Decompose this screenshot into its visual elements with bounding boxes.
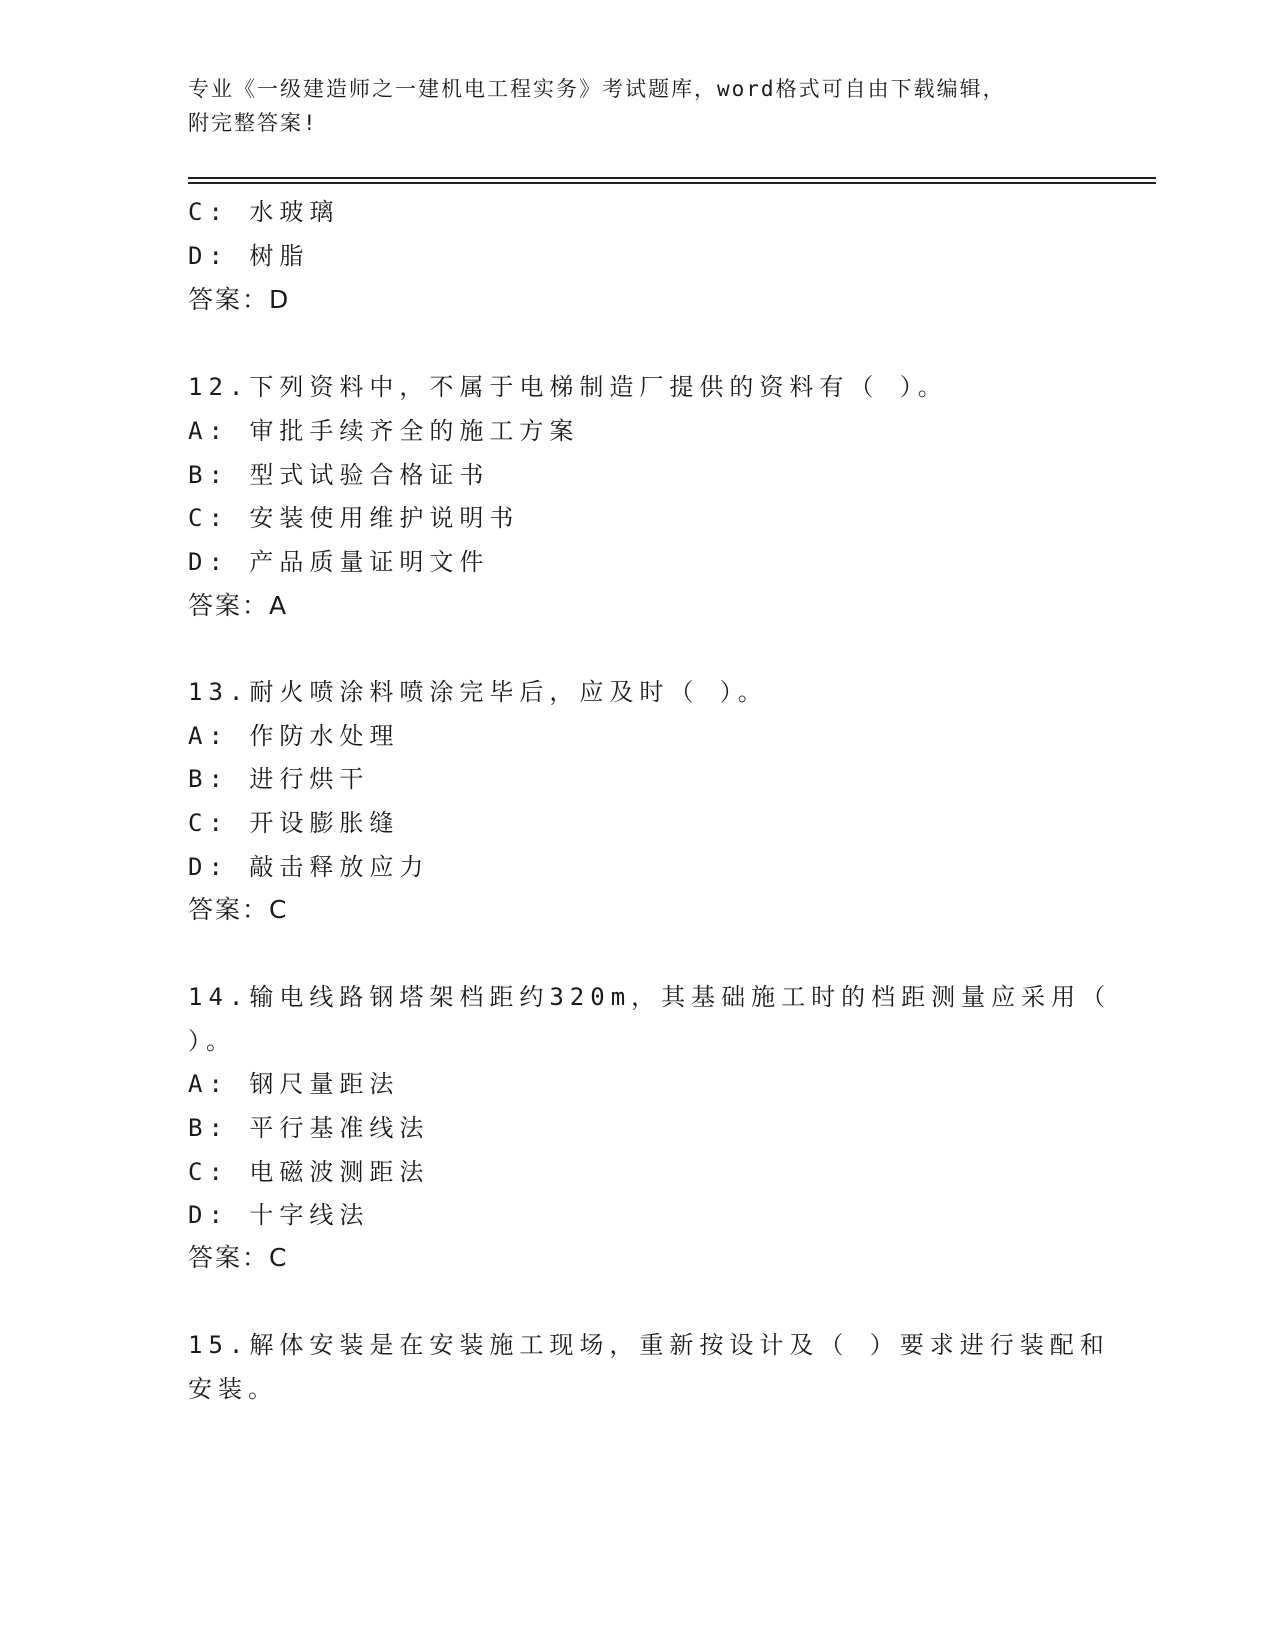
q13-option-c: C: 开设膨胀缝 bbox=[188, 809, 400, 837]
q13-option-a: A: 作防水处理 bbox=[188, 722, 400, 750]
q12-option-a: A: 审批手续齐全的施工方案 bbox=[188, 417, 580, 445]
q14-answer: 答案：C bbox=[188, 1243, 289, 1272]
header-divider-bottom bbox=[188, 182, 1156, 184]
q11-option-d: D: 树脂 bbox=[188, 242, 310, 270]
q15-question-line-1: 15.解体安装是在安装施工现场，重新按设计及（ ）要求进行装配和 bbox=[188, 1331, 1110, 1359]
q13-option-d: D: 敲击释放应力 bbox=[188, 853, 430, 881]
q14-option-c: C: 电磁波测距法 bbox=[188, 1158, 430, 1186]
q13-answer: 答案：C bbox=[188, 895, 289, 924]
q12-option-b: B: 型式试验合格证书 bbox=[188, 461, 490, 489]
document-header bbox=[188, 72, 1088, 140]
q11-option-c: C: 水玻璃 bbox=[188, 198, 340, 226]
q11-answer: 答案：D bbox=[188, 285, 291, 314]
q13-option-b: B: 进行烘干 bbox=[188, 765, 370, 793]
q14-option-b: B: 平行基准线法 bbox=[188, 1114, 430, 1142]
q14-question-line-1: 14.输电线路钢塔架档距约320m，其基础施工时的档距测量应采用（ bbox=[188, 983, 1112, 1011]
header-line-2: 附完整答案! bbox=[188, 111, 318, 135]
q12-answer: 答案：A bbox=[188, 591, 289, 620]
q12-option-c: C: 安装使用维护说明书 bbox=[188, 504, 520, 532]
q13-question: 13.耐火喷涂料喷涂完毕后，应及时（ ）。 bbox=[188, 678, 768, 706]
q12-question: 12.下列资料中，不属于电梯制造厂提供的资料有（ ）。 bbox=[188, 373, 948, 401]
q14-option-a: A: 钢尺量距法 bbox=[188, 1070, 400, 1098]
q14-question-line-2: ）。 bbox=[188, 1027, 236, 1055]
q14-option-d: D: 十字线法 bbox=[188, 1201, 370, 1229]
q15-question-line-2: 安装。 bbox=[188, 1375, 278, 1403]
header-line-1: 专业《一级建造师之一建机电工程实务》考试题库，word格式可自由下载编辑， bbox=[188, 77, 1006, 101]
q12-option-d: D: 产品质量证明文件 bbox=[188, 548, 490, 576]
header-divider-top bbox=[188, 177, 1156, 179]
